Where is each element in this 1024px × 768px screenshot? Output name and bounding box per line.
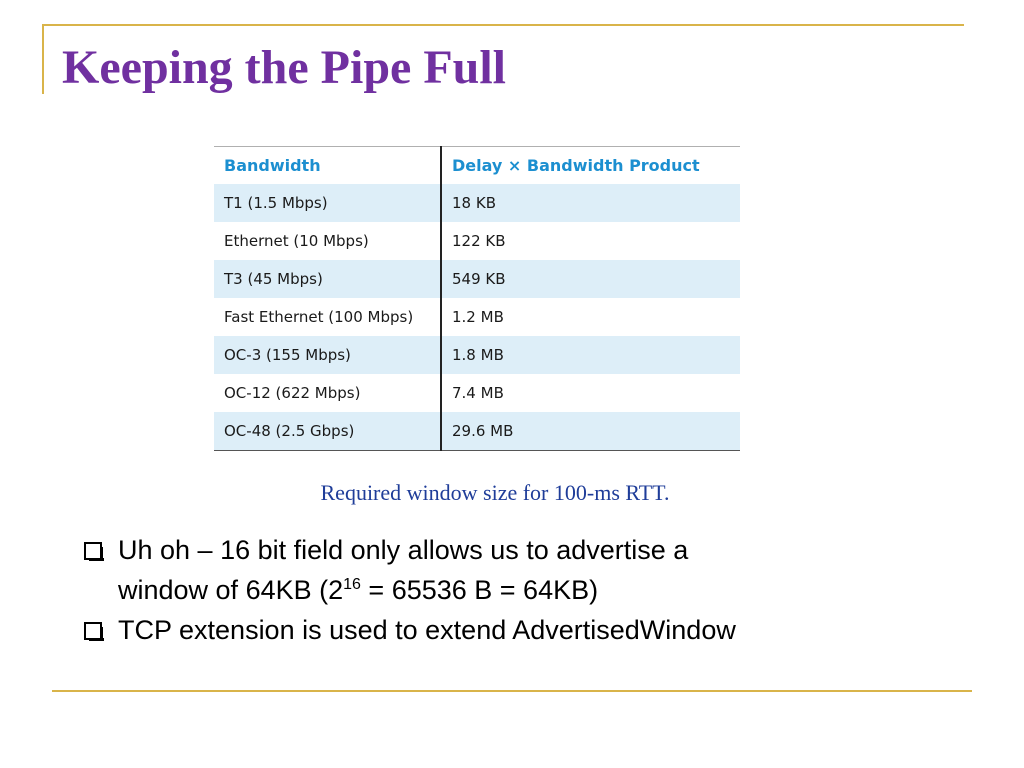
product-cell: 1.8 MB — [441, 336, 740, 374]
bandwidth-cell: OC-12 (622 Mbps) — [214, 374, 441, 412]
bandwidth-cell: Fast Ethernet (100 Mbps) — [214, 298, 441, 336]
table-row — [214, 374, 740, 412]
bandwidth-cell: T1 (1.5 Mbps) — [214, 184, 441, 222]
table-row — [214, 222, 740, 260]
bullet-1-line-2-end: = 65536 B = 64KB) — [360, 575, 599, 605]
bullet-item — [82, 530, 962, 610]
product-cell: 18 KB — [441, 184, 740, 222]
frame-left-line — [42, 24, 44, 94]
bullet-2-text: TCP extension is used to extend AdvertisedWindow — [118, 615, 736, 645]
table-row — [214, 298, 740, 336]
slide-title: Keeping the Pipe Full — [62, 41, 506, 94]
table-caption: Required window size for 100-ms RTT. — [320, 480, 670, 505]
bullet-1-line-2-start: window of 64KB (2 — [118, 575, 344, 605]
frame-top-line — [42, 24, 964, 26]
product-cell: 29.6 MB — [441, 412, 740, 451]
product-cell: 1.2 MB — [452, 308, 504, 326]
header-delay-bandwidth-product: Delay × Bandwidth Product — [441, 147, 740, 185]
table-row — [214, 260, 740, 298]
bandwidth-cell: T3 (45 Mbps) — [214, 260, 441, 298]
table-header-row — [214, 147, 740, 185]
bandwidth-cell: OC-3 (155 Mbps) — [214, 336, 441, 374]
exponent: 16 — [343, 576, 361, 593]
table-row — [214, 184, 740, 222]
checkbox-bullet-icon — [84, 622, 102, 640]
table-row — [214, 336, 740, 374]
product-cell: 122 KB — [452, 232, 506, 250]
product-cell: 549 KB — [441, 260, 740, 298]
bullet-list — [82, 530, 962, 650]
bullet-1-line-1: Uh oh – 16 bit field only allows us to advertise a — [118, 535, 689, 565]
frame-bottom-line — [52, 690, 972, 692]
bandwidth-cell: OC-48 (2.5 Gbps) — [214, 412, 441, 451]
bullet-item — [82, 610, 962, 650]
product-cell: 7.4 MB — [452, 384, 504, 402]
header-bandwidth: Bandwidth — [214, 147, 441, 185]
bandwidth-cell: Ethernet (10 Mbps) — [214, 222, 441, 260]
checkbox-bullet-icon — [84, 542, 102, 560]
bandwidth-table — [214, 146, 740, 451]
table-row — [214, 412, 740, 451]
